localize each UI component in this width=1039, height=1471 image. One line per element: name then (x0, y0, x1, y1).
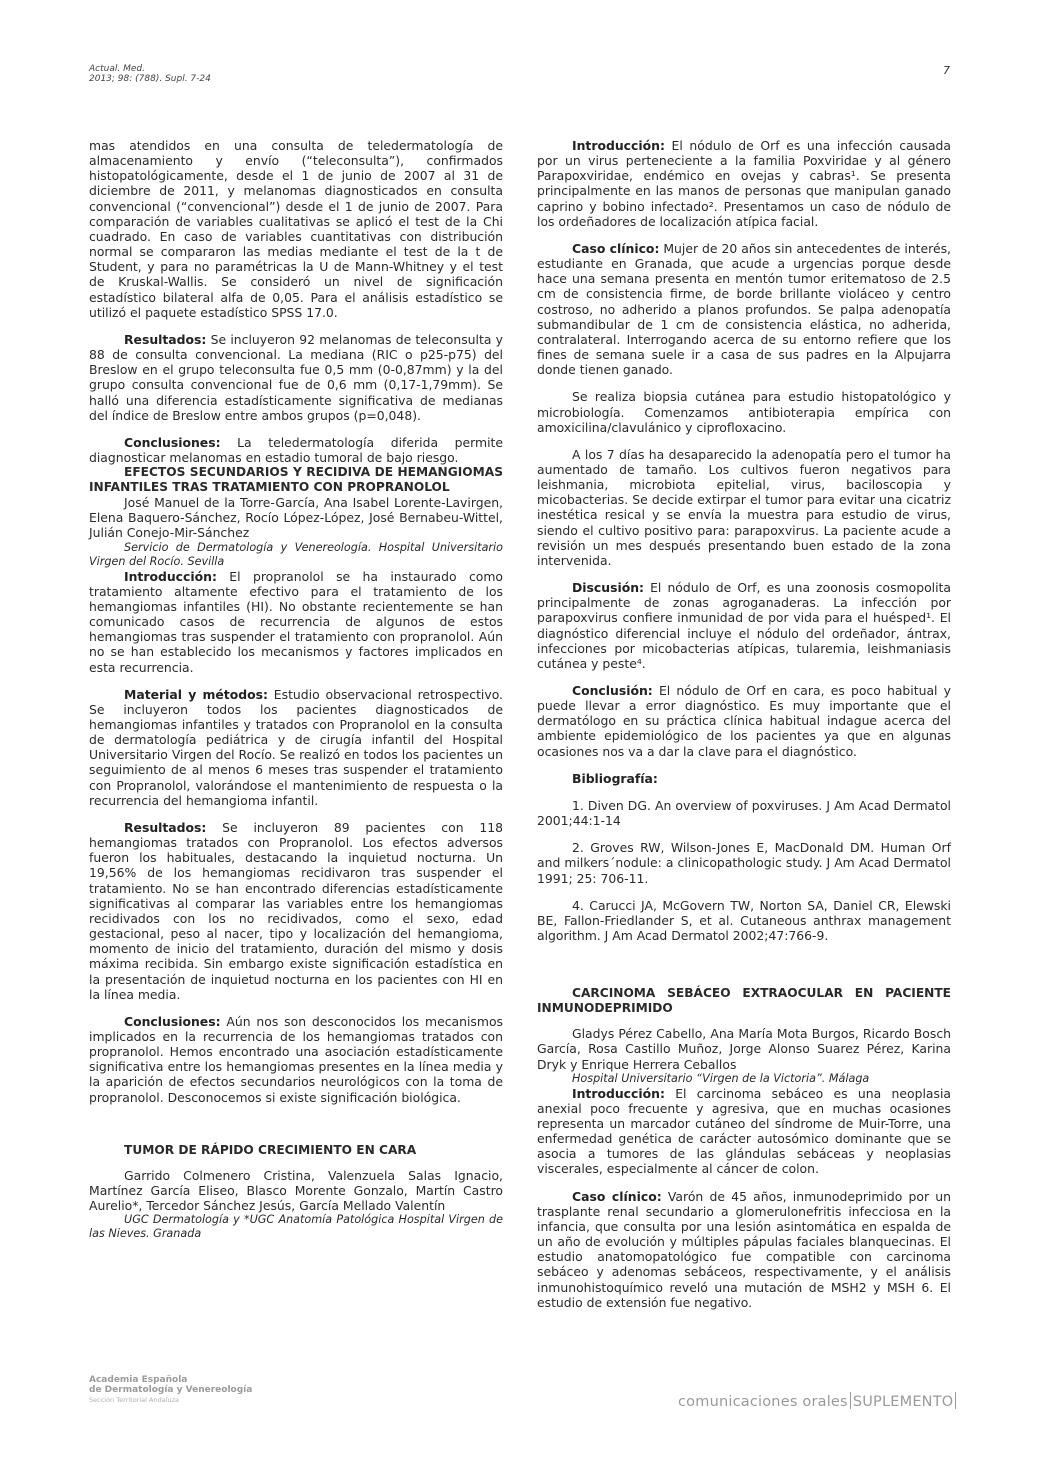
paragraph-introduction (89, 569, 503, 675)
results-label: Resultados: (124, 819, 207, 835)
paragraph-results-hemangiomas (89, 820, 503, 1002)
introduction-text: El propranolol se ha instaurado como tratamiento altamente efectivo para el tratamiento de los hemangiomas infantiles (HI). No obstante recientemente se han comunicado casos de recurrencia de algunos de estos hemangiomas tras suspender el tratamiento con propranolol. Aún no se han establecido los mecanismos y factores implicados en esta recurrencia. (89, 568, 503, 675)
paragraph-conclusions (89, 435, 503, 465)
introduction-label: Introducción: (572, 1085, 665, 1101)
footer-text: comunicaciones orales (678, 1394, 848, 1410)
logo-line-1: Academia Española (89, 1375, 188, 1385)
discussion-label: Discusión: (572, 580, 644, 596)
page-number: 7 (943, 64, 950, 77)
paragraph-carcinoma-introduction (537, 1086, 951, 1177)
results-label: Resultados: (124, 331, 207, 347)
affiliation-carcinoma: Hospital Universitario “Virgen de la Victoria”. Málaga (572, 1071, 870, 1085)
section-title-carcinoma: CARCINOMA SEBÁCEO EXTRAOCULAR EN PACIENTE INMUNODEPRIMIDO (537, 986, 951, 1016)
introduction-label: Introducción: (124, 568, 217, 584)
logo-line-2: de Dermatología y Venereología (89, 1385, 253, 1395)
authors-hemangiomas: José Manuel de la Torre-García, Ana Isabel Lorente-Lavirgen, Elena Baquero-Sánchez, Rocío López-López, José Bernabeu-Wittel, Julián Conejo-Mir-Sánchez (89, 495, 503, 541)
section-title-hemangiomas: EFECTOS SECUNDARIOS Y RECIDIVA DE HEMANGIOMAS INFANTILES TRAS TRATAMIENTO CON PROPRANOLOL (89, 465, 503, 495)
logo-line-3: Sección Territorial Andaluza (89, 1396, 179, 1404)
authors-tumor: Garrido Colmenero Cristina, Valenzuela Salas Ignacio, Martínez García Eliseo, Blasco Morente Gonzalo, Martín Castro Aurelio*, Tercedor Sánchez Jesús, García Mellado Valentín (89, 1167, 503, 1214)
conclusions-text: Aún nos son desconocidos los mecanismos implicados en la recurrencia de los hemangiomas tratados con propranolol. Hemos encontrado una asociación estadísticamente significativa entre los hemangiomas presentes en la línea media y la aparición de efectos secundarios neurológicos con la toma de propranolol. Desconocemos si existe significación biológica. (89, 1013, 503, 1105)
paragraph-carcinoma-case (537, 1189, 951, 1310)
journal-citation: 2013; 98: (788). Supl. 7-24 (89, 74, 211, 84)
conclusion-label: Conclusión: (572, 683, 653, 698)
paragraph-discussion (537, 580, 951, 671)
paragraph-conclusion (537, 683, 951, 759)
footer-supplement: SUPLEMENTO (852, 1394, 954, 1410)
right-column (537, 138, 951, 1310)
paragraph-orf-case (537, 241, 951, 377)
methods-text: Estudio observacional retrospectivo. Se incluyeron todos los pacientes diagnosticados de hemangiomas infantiles y tratados con Propranolol en la consulta de dermatología pediátrica y de cirugía infantil del Hospital Universitario Virgen del Rocío. Se realizó en todos los pacientes un seguimiento de al menos 6 meses tras suspender el tratamiento con Propranolol, valorándose el mantenimiento de respuesta o la recurrencia del hemangioma infantil. (89, 686, 503, 808)
reference-2: 2. Groves RW, Wilson-Jones E, MacDonald DM. Human Orf and milkers´nodule: a clinicopathologic study. J Am Acad Dermatol 1991; 25: 706-11. (537, 840, 951, 886)
case-label: Caso clínico: (572, 1188, 662, 1204)
affiliation-tumor: UGC Dermatología y *UGC Anatomía Patológica Hospital Virgen de las Nieves. Granada (89, 1213, 503, 1241)
authors-carcinoma: Gladys Pérez Cabello, Ana María Mota Burgos, Ricardo Bosch García, Rosa Castillo Muñoz, Jorge Alonso Suarez Pérez, Karina Dryk y Enrique Herrera Ceballos (537, 1026, 951, 1072)
case-label: Caso clínico: (572, 240, 660, 256)
bibliography-heading (537, 771, 951, 786)
case-text: Varón de 45 años, inmunodeprimido por un trasplante renal secundario a glomerulonefritis infecciosa en la infancia, que consulta por una lesión asintomática en espalda de un año de evolución y múltiples pápulas faciales blanquecinas. El estudio anatomopatológico fue compatible con carcinoma sebáceo y adenomas sebáceos, respectivamente, y el análisis inmunohistoquímico reveló una mutación de MSH2 y MSH 6. El estudio de extensión fue negativo. (537, 1188, 951, 1310)
conclusion-text: El nódulo de Orf en cara, es poco habitual y puede llevar a error diagnóstico. Es muy importante que el dermatólogo en su práctica clínica habitual indague acerca del ambiente epidemiológico de los pacientes ya que en algunas ocasiones nos va a dar la clave para el diagnóstico. (537, 683, 951, 759)
footer-section-label (678, 1392, 958, 1410)
left-column (89, 138, 503, 1241)
paragraph-methods-continued: mas atendidos en una consulta de teledermatología de almacenamiento y envío (“teleconsulta”), confirmados histopatológicamente, desde el 1 de junio de 2007 al 31 de diciembre de 2011, y melanomas diagnosticados en consulta convencional (“convencional”) desde el 1 de junio de 2007. Para comparación de variables cualitativas se aplicó el test de la Chi cuadrado. En caso de variables cuantitativas con distribución normal se compararon las medias mediante el test de la t de Student, y para no paramétricas la U de Mann-Whitney y el test de Kruskal-Wallis. Se consideró un nivel de significación estadístico bilateral alfa de 0,05. Para el análisis estadístico se utilizó el paquete estadístico SPSS 17.0. (89, 138, 503, 320)
footer-divider-end (955, 1392, 956, 1409)
case-text: Mujer de 20 años sin antecedentes de interés, estudiante en Granada, que acude a urgencias porque desde hace una semana presenta en mentón tumor eritematoso de 2.5 cm de consistencia firme, de borde brillante violáceo y centro costroso, no adherido a planos profundos. Se palpa adenopatía submandibular de 1 cm de consistencia elástica, no adherida, contralateral. Interrogando acerca de su entorno refiere que los fines de semana suele ir a casa de sus padres en la Alpujarra donde tienen ganado. (537, 240, 951, 378)
reference-4: 4. Carucci JA, McGovern TW, Norton SA, Daniel CR, Elewski BE, Fallon-Friedlander S, et al. Cutaneous anthrax management algorithm. J Am Acad Dermatol 2002;47:766-9. (537, 897, 951, 944)
paragraph-biopsy: Se realiza biopsia cutánea para estudio histopatológico y microbiología. Comenzamos antibioterapia empírica con amoxicilina/clavulánico y ciprofloxacino. (537, 389, 951, 435)
paragraph-methods (89, 687, 503, 808)
introduction-text: El nódulo de Orf es una infección causada por un virus perteneciente a la familia Poxviridae y al género Parapoxviridae, endémico en ovejas y cabras¹. Se presenta principalmente en las manos de personas que manipulan ganado caprino y bobino infectado². Presentamos un caso de nódulo de los ordeñadores de localización atípica facial. (537, 138, 951, 229)
introduction-label: Introducción: (572, 138, 665, 153)
running-header (89, 64, 211, 84)
methods-label: Material y métodos: (124, 686, 268, 702)
paragraph-conclusions-hemangiomas (89, 1014, 503, 1105)
conclusions-text: La teledermatología diferida permite diagnosticar melanomas en estadio tumoral de bajo riesgo. (89, 434, 503, 465)
reference-1: 1. Diven DG. An overview of poxviruses. J Am Acad Dermatol 2001;44:1-14 (537, 797, 951, 829)
introduction-text: El carcinoma sebáceo es una neoplasia anexial poco frecuente y agresiva, que en muchas ocasiones representa un marcador cutáneo del síndrome de Muir-Torre, una enfermedad genética de carácter autosómico dominante que se asocia a tumores de las glándulas sebáceas y neoplasias viscerales, especialmente al cáncer de colon. (537, 1085, 951, 1177)
academy-logo (89, 1375, 252, 1405)
affiliation-hemangiomas: Servicio de Dermatología y Venereología. Hospital Universitario Virgen del Rocío. Sevilla (89, 540, 503, 568)
discussion-text: El nódulo de Orf, es una zoonosis cosmopolita principalmente de zonas agroganaderas. La infección por parapoxvirus confiere inmunidad de por vida para el huésped¹. El diagnóstico diferencial incluye el nódulo del ordeñador, ántrax, infecciones por micobacterias atípicas, tularemia, leishmaniasis cutánea y peste⁴. (537, 580, 951, 671)
journal-name: Actual. Med. (89, 64, 145, 74)
section-title-tumor: TUMOR DE RÁPIDO CRECIMIENTO EN CARA (124, 1142, 417, 1157)
results-text: Se incluyeron 92 melanomas de teleconsulta y 88 de consulta convencional. La mediana (RIC o p25-p75) del Breslow en el grupo teleconsulta fue 0,5 mm (0-0,87mm) y la del grupo consulta convencional fue de 0,6 mm (0,17-1,79mm). Se halló una diferencia estadísticamente significativa de medianas del índice de Breslow entre ambos grupos (p=0,048). (89, 331, 503, 423)
results-text: Se incluyeron 89 pacientes con 118 hemangiomas tratados con Propranolol. Los efectos adversos fueron los habituales, destacando la inquietud nocturna. Un 19,56% de los hemangiomas recidivaron tras suspender el tratamiento. No se han encontrado diferencias estadísticamente significativas al comparar las variables entre los hemangiomas recidivados con los no recidivados, como el sexo, edad gestacional, peso al nacer, tipo y localización del hemangioma, momento de inicio del tratamiento, duración del mismo y dosis máxima recibida. Sin embargo existe significación estadística en la presentación de inquietud nocturna en los pacientes con HI en la línea media. (89, 819, 503, 1002)
paragraph-followup: A los 7 días ha desaparecido la adenopatía pero el tumor ha aumentado de tamaño. Los cultivos fueron negativos para leishmania, microbiota epitelial, virus, baciloscopia y micobacterias. Se decide extirpar el tumor para evitar una cicatriz inestética resical y se envía la muestra para estudio de virus, siendo el cultivo positivo para: parapoxvirus. La paciente acude a revisión un mes después presentando buen estado de la zona intervenida. (537, 446, 951, 568)
paragraph-orf-introduction (537, 138, 951, 229)
conclusions-label: Conclusiones: (124, 434, 221, 450)
bibliography-label: Bibliografía: (572, 770, 658, 786)
conclusions-label: Conclusiones: (124, 1013, 221, 1029)
footer-divider (850, 1392, 851, 1409)
paragraph-results (89, 332, 503, 423)
